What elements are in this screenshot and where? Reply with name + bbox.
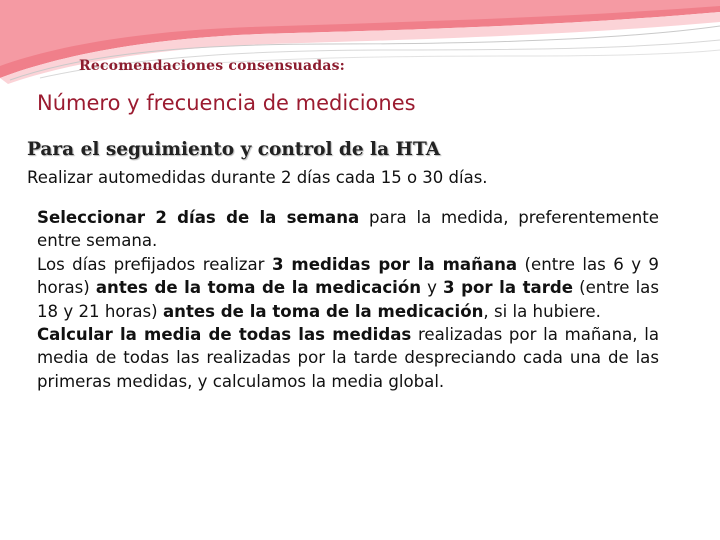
text-run: (entre las 6 y 9 horas): [37, 254, 659, 298]
bold-text-run: Calcular la media de todas las medidas: [37, 325, 412, 345]
text-run: , si la hubiere.: [483, 301, 601, 321]
bold-text-run: Seleccionar 2 días de la semana: [37, 208, 360, 227]
text-run: realizadas por la mañana, la media de todas las realizadas por la tarde despreciando cada una de las primeras medidas, y calculamos la media global.: [37, 325, 659, 391]
paragraph: [37, 323, 659, 393]
section-heading: Para el seguimiento y control de la HTA: [27, 139, 441, 160]
bold-text-run: antes de la toma de la medicación: [95, 278, 422, 298]
subtitle: Recomendaciones consensuadas:: [79, 58, 346, 74]
text-run: Los días prefijados realizar: [37, 254, 272, 274]
bold-text-run: 3 medidas por la mañana: [271, 254, 518, 274]
bold-text-run: 3 por la tarde: [443, 278, 574, 298]
paragraph: [37, 206, 659, 253]
body-text: [37, 206, 659, 393]
paragraph: [37, 253, 659, 323]
header-decoration: [0, 0, 720, 90]
slide-title: Número y frecuencia de mediciones: [37, 91, 416, 115]
bold-text-run: antes de la toma de la medicación: [162, 301, 484, 321]
text-run: (entre las 18 y 21 horas): [37, 278, 659, 321]
text-run: para la medida, preferentemente entre semana.: [37, 208, 659, 251]
text-run: y: [421, 278, 444, 298]
intro-text: Realizar automedidas durante 2 días cada 15 o 30 días.: [27, 168, 488, 187]
